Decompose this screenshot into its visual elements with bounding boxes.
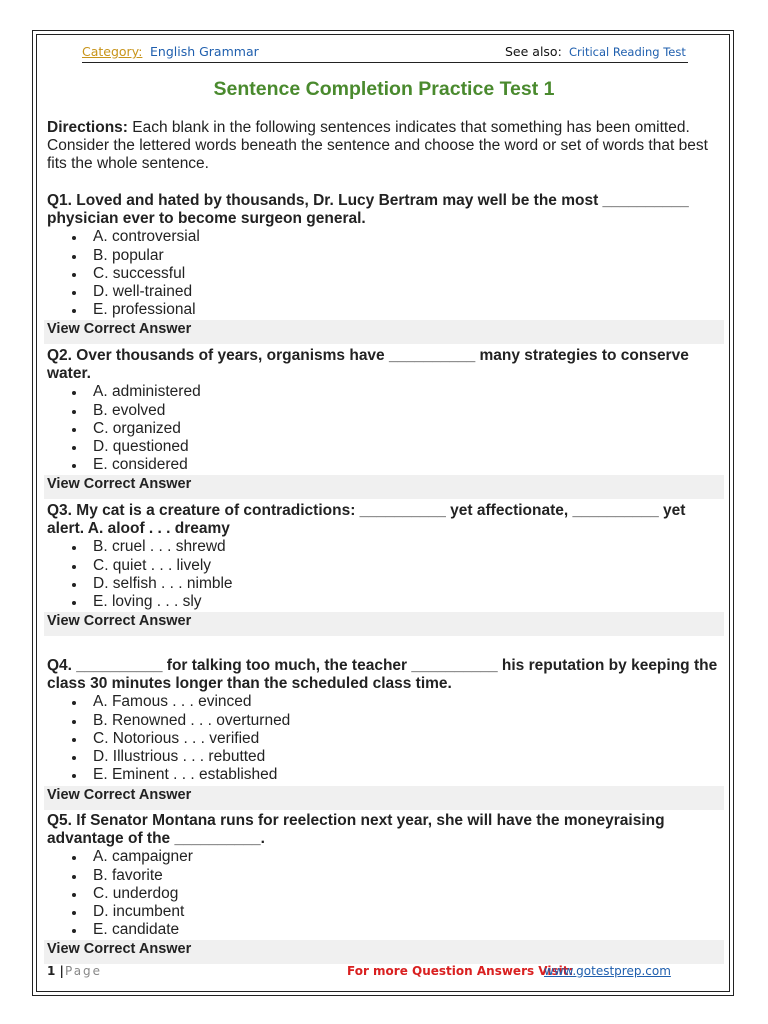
options-list: [47, 538, 723, 611]
option-e[interactable]: E. loving . . . sly: [47, 593, 723, 611]
question-5: [47, 812, 723, 939]
option-c[interactable]: C. Notorious . . . verified: [47, 730, 723, 748]
view-answer-button-q5[interactable]: View Correct Answer: [44, 940, 724, 964]
option-d[interactable]: D. questioned: [47, 438, 723, 456]
question-3: [47, 502, 723, 611]
option-c[interactable]: C. underdog: [47, 885, 723, 903]
option-d[interactable]: D. Illustrious . . . rebutted: [47, 748, 723, 766]
question-2: [47, 347, 723, 474]
option-b[interactable]: B. favorite: [47, 867, 723, 885]
option-b[interactable]: B. cruel . . . shrewd: [47, 538, 723, 556]
option-b[interactable]: B. popular: [47, 247, 723, 265]
option-e[interactable]: E. Eminent . . . established: [47, 766, 723, 784]
options-list: [47, 848, 723, 939]
option-a[interactable]: A. administered: [47, 383, 723, 401]
option-d[interactable]: D. incumbent: [47, 903, 723, 921]
option-d[interactable]: D. well-trained: [47, 283, 723, 301]
option-d[interactable]: D. selfish . . . nimble: [47, 575, 723, 593]
option-e[interactable]: E. candidate: [47, 921, 723, 939]
more-answers-text: For more Question Answers Visit:: [347, 964, 574, 978]
page-footer: [47, 964, 723, 982]
question-text: Q4. __________ for talking too much, the teacher __________ his reputation by keeping the class 30 minutes longer than the scheduled class time.: [47, 657, 718, 693]
options-list: [47, 383, 723, 474]
question-text: Q3. My cat is a creature of contradictions: __________ yet affectionate, __________ yet alert. A. aloof . . . dreamy: [47, 502, 686, 538]
option-a[interactable]: A. Famous . . . evinced: [47, 693, 723, 711]
see-also-label: See also:: [505, 44, 562, 59]
option-c[interactable]: C. quiet . . . lively: [47, 557, 723, 575]
gotestprep-link[interactable]: www.gotestprep.com: [544, 964, 671, 978]
option-e[interactable]: E. professional: [47, 301, 723, 319]
question-text: Q5. If Senator Montana runs for reelection next year, she will have the moneyraising advantage of the __________.: [47, 812, 665, 848]
see-also-link[interactable]: Critical Reading Test: [569, 45, 686, 59]
category-link[interactable]: English Grammar: [150, 44, 259, 59]
page-header: [82, 43, 688, 63]
directions-label: Directions:: [47, 119, 128, 136]
view-answer-button-q1[interactable]: View Correct Answer: [44, 320, 724, 344]
directions: [47, 119, 723, 173]
option-b[interactable]: B. evolved: [47, 402, 723, 420]
question-text: Q2. Over thousands of years, organisms have __________ many strategies to conserve water.: [47, 347, 689, 383]
question-text: Q1. Loved and hated by thousands, Dr. Lucy Bertram may well be the most __________ physician ever to become surgeon general.: [47, 192, 689, 228]
options-list: [47, 228, 723, 319]
category-label: Category:: [82, 44, 143, 59]
page-title: Sentence Completion Practice Test 1: [213, 78, 555, 100]
option-a[interactable]: A. controversial: [47, 228, 723, 246]
page-word: Page: [65, 964, 103, 978]
page-number: 1 |: [47, 964, 64, 978]
question-4: [47, 657, 723, 784]
view-answer-button-q4[interactable]: View Correct Answer: [44, 786, 724, 810]
options-list: [47, 693, 723, 784]
option-c[interactable]: C. successful: [47, 265, 723, 283]
view-answer-button-q2[interactable]: View Correct Answer: [44, 475, 724, 499]
option-b[interactable]: B. Renowned . . . overturned: [47, 712, 723, 730]
view-answer-button-q3[interactable]: View Correct Answer: [44, 612, 724, 636]
option-c[interactable]: C. organized: [47, 420, 723, 438]
question-1: [47, 192, 723, 319]
directions-text: Each blank in the following sentences indicates that something has been omitted. Consider the lettered words beneath the sentence and choose the word or set of words that best fits the whole sentence.: [47, 119, 708, 172]
option-a[interactable]: A. campaigner: [47, 848, 723, 866]
option-e[interactable]: E. considered: [47, 456, 723, 474]
